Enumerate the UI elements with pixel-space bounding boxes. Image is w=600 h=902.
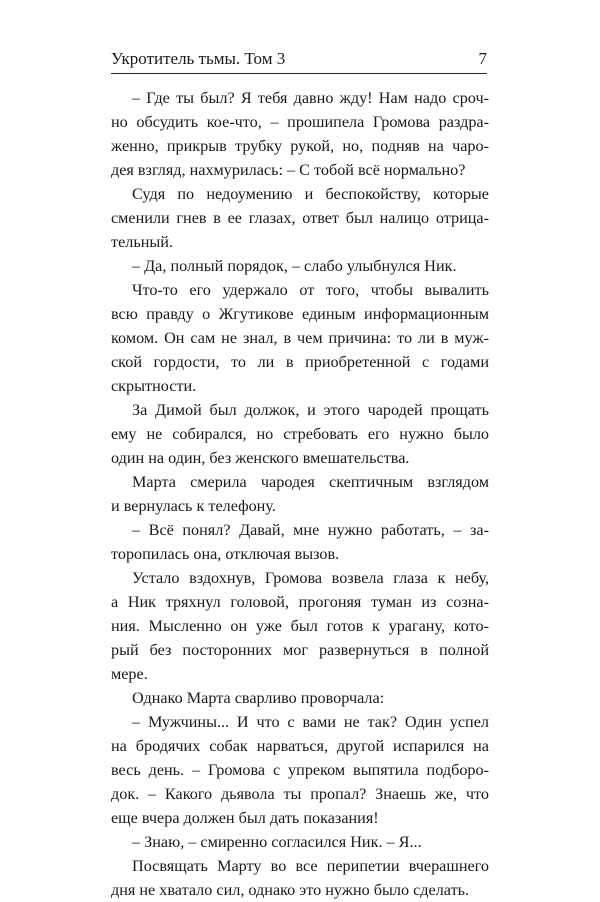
text-line: на бродячих собак нарваться, другой испарился на bbox=[111, 737, 489, 755]
text-line: ния. Мысленно он уже был готов к урагану, кото- bbox=[111, 617, 489, 635]
text-line: ему не собирался, но стребовать его нужно было bbox=[111, 425, 489, 443]
text-line: – Где ты был? Я тебя давно жду! Нам надо сроч- bbox=[132, 89, 489, 107]
text-line: всю правду о Жгутикове единым информационным bbox=[111, 305, 489, 323]
book-page bbox=[111, 0, 489, 899]
running-head bbox=[111, 47, 487, 71]
running-title: Укротитель тьмы. Том 3 bbox=[111, 49, 286, 68]
text-line: скрытности. bbox=[111, 377, 197, 395]
text-line: – Всё понял? Давай, мне нужно работать, – за- bbox=[132, 521, 489, 539]
text-line: сменили гнев в ее глазах, ответ был налицо отрица- bbox=[111, 209, 489, 227]
text-line: и вернулась к телефону. bbox=[111, 497, 276, 515]
page-number: 7 bbox=[478, 49, 487, 68]
text-line: рый без посторонних мог развернуться в полной bbox=[111, 641, 489, 659]
text-line: – Знаю, – смиренно согласился Ник. – Я... bbox=[132, 833, 422, 851]
text-line: ской гордости, то ли в приобретенной с годами bbox=[111, 353, 489, 371]
text-line: а Ник тряхнул головой, прогоняя туман из созна- bbox=[111, 593, 489, 611]
text-line: один на один, без женского вмешательства. bbox=[111, 449, 410, 467]
text-line: док. – Какого дьявола ты пропал? Знаешь же, что bbox=[111, 785, 489, 803]
text-line: комом. Он сам не знал, в чем причина: то ли в муж- bbox=[111, 329, 489, 347]
text-line: еще вчера должен был дать показания! bbox=[111, 809, 379, 827]
text-line: дня не хватало сил, однако это нужно было сделать. bbox=[111, 881, 470, 899]
text-line: – Мужчины... И что с вами не так? Один успел bbox=[132, 713, 489, 731]
text-line: – Да, полный порядок, – слабо улыбнулся Ник. bbox=[132, 257, 457, 275]
body-text bbox=[111, 86, 489, 902]
text-line: Однако Марта сварливо проворчала: bbox=[132, 689, 385, 707]
text-line: За Димой был должок, и этого чародей прощать bbox=[132, 401, 489, 419]
text-line: Что-то его удержало от того, чтобы вывалить bbox=[132, 281, 489, 299]
text-line: торопилась она, отключая вызов. bbox=[111, 545, 340, 563]
text-line: тельный. bbox=[111, 233, 173, 251]
text-line: женно, прикрыв трубку рукой, но, подняв на чаро- bbox=[111, 137, 489, 155]
text-line: весь день. – Громова с упреком выпятила подборо- bbox=[111, 761, 489, 779]
text-line: мере. bbox=[111, 665, 148, 683]
text-line: дея взгляд, нахмурилась: – С тобой всё нормально? bbox=[111, 161, 466, 179]
text-line: Марта смерила чародея скептичным взглядом bbox=[132, 473, 489, 491]
text-line: но обсудить кое-что, – прошипела Громова раздра- bbox=[111, 113, 489, 131]
text-line: Посвящать Марту во все перипетии вчерашнего bbox=[132, 857, 489, 875]
text-line: Судя по недоумению и беспокойству, которые bbox=[132, 185, 489, 203]
text-line: Устало вздохнув, Громова возвела глаза к небу, bbox=[132, 569, 489, 587]
header-rule bbox=[111, 73, 487, 74]
